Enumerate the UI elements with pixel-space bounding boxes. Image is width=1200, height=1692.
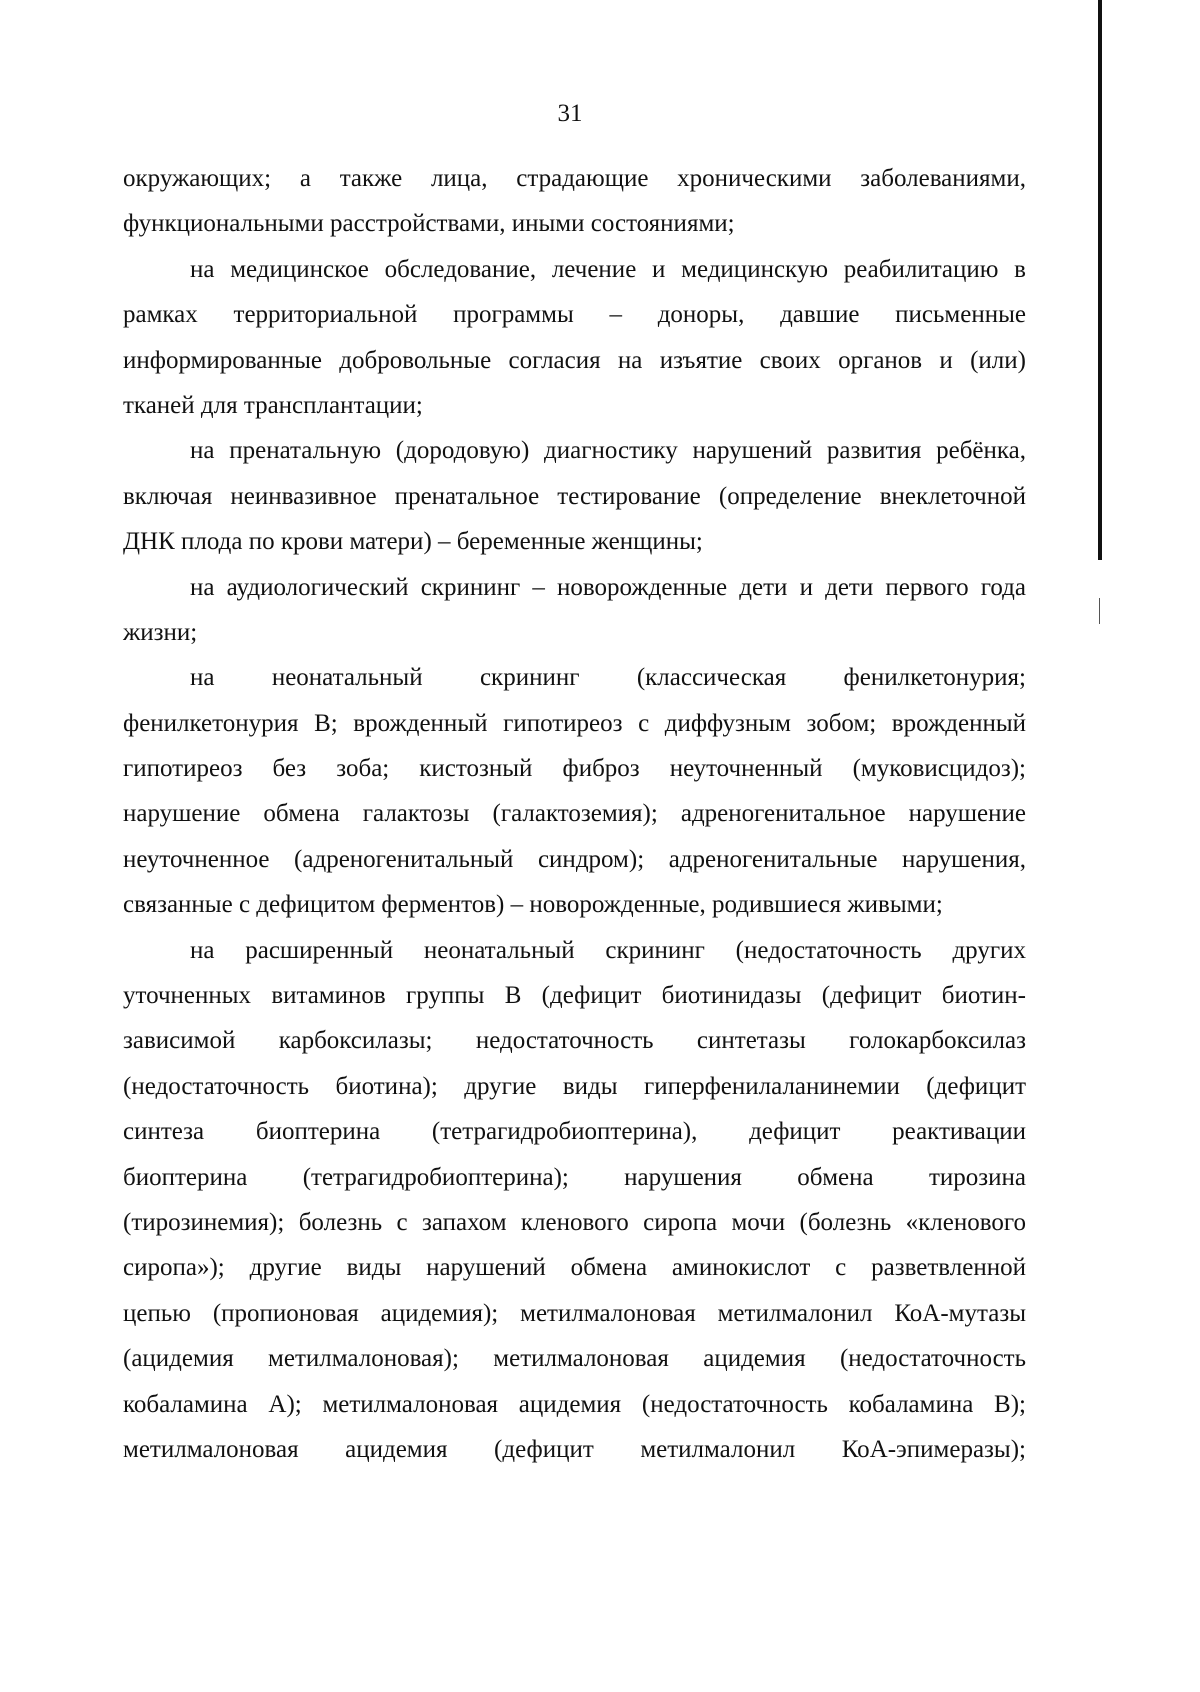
text-line: окружающих; а также лица, страдающие хроническими заболеваниями, [123, 165, 1026, 192]
scan-edge-line [1098, 0, 1102, 560]
page-number: 31 [557, 100, 583, 127]
text-line: ДНК плода по крови матери) – беременные женщины; [123, 528, 703, 556]
text-line: метилмалоновая ацидемия (дефицит метилмалонил КоА-эпимеразы); [123, 1435, 1026, 1463]
document-body [123, 156, 1026, 1472]
text-line: включая неинвазивное пренатальное тестирование (определение внеклеточной [123, 482, 1026, 510]
text-line: (ацидемия метилмалоновая); метилмалоновая ацидемия (недостаточность [123, 1345, 1026, 1373]
paragraph [123, 156, 1026, 247]
text-line: сиропа»); другие виды нарушений обмена аминокислот с разветвленной [123, 1254, 1026, 1282]
text-line: нарушение обмена галактозы (галактоземия); адреногенитальное нарушение [123, 800, 1026, 828]
text-line: на расширенный неонатальный скрининг (недостаточность других [190, 936, 1026, 964]
text-line: жизни; [123, 618, 198, 646]
text-line: функциональными расстройствами, иными состояниями; [123, 210, 735, 238]
text-line: рамках территориальной программы – доноры, давшие письменные [123, 301, 1026, 329]
text-line: на неонатальный скрининг (классическая фенилкетонурия; [190, 664, 1026, 692]
text-line: на пренатальную (дородовую) диагностику нарушений развития ребёнка, [190, 437, 1026, 465]
paragraph [123, 247, 1026, 429]
paragraph [123, 428, 1026, 564]
text-line: гипотиреоз без зоба; кистозный фиброз неуточненный (муковисцидоз); [123, 755, 1026, 783]
text-line: связанные с дефицитом ферментов) – новорожденные, родившиеся живыми; [123, 891, 943, 919]
text-line: биоптерина (тетрагидробиоптерина); нарушения обмена тирозина [123, 1163, 1026, 1191]
text-line: фенилкетонурия B; врожденный гипотиреоз с диффузным зобом; врожденный [123, 709, 1026, 737]
text-line: неуточненное (адреногенитальный синдром); адреногенитальные нарушения, [123, 845, 1026, 873]
text-line: на медицинское обследование, лечение и медицинскую реабилитацию в [190, 255, 1026, 283]
text-line: (недостаточность биотина); другие виды гиперфенилаланинемии (дефицит [123, 1072, 1026, 1100]
text-line: цепью (пропионовая ацидемия); метилмалоновая метилмалонил КоА-мутазы [123, 1299, 1026, 1327]
text-line: на аудиологический скрининг – новорожденные дети и дети первого года [190, 573, 1026, 601]
text-line: (тирозинемия); болезнь с запахом кленового сиропа мочи (болезнь «кленового [123, 1208, 1026, 1236]
text-line: тканей для трансплантации; [123, 391, 423, 419]
scan-edge-mark [1099, 598, 1100, 624]
text-line: синтеза биоптерина (тетрагидробиоптерина), дефицит реактивации [123, 1118, 1026, 1146]
paragraph [123, 565, 1026, 656]
text-line: уточненных витаминов группы B (дефицит биотинидазы (дефицит биотин- [123, 982, 1026, 1010]
paragraph [123, 655, 1026, 927]
text-line: информированные добровольные согласия на изъятие своих органов и (или) [123, 346, 1026, 374]
text-line: кобаламина A); метилмалоновая ацидемия (недостаточность кобаламина B); [123, 1390, 1026, 1418]
text-line: зависимой карбоксилазы; недостаточность синтетазы голокарбоксилаз [123, 1027, 1026, 1055]
paragraph [123, 928, 1026, 1473]
